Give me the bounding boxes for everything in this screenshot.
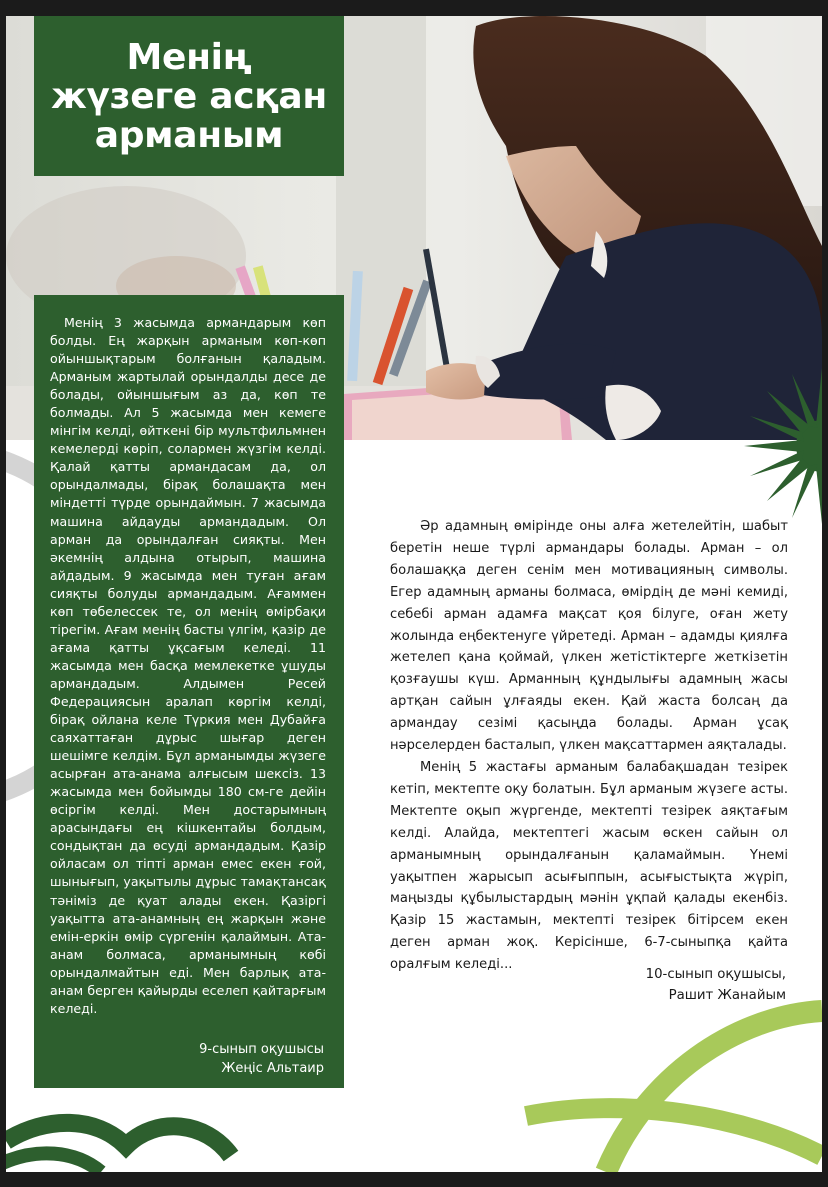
title-line-2: жүзеге асқан — [50, 75, 327, 117]
left-article-text: Менің 3 жасымда армандарым көп болды. Ең жарқын арманым көп-көп ойыншықтарым болғанын қаладым. Арманым жартылай орындалды десе де болады, ойыншығым аз да, көп те болмады. Ал 5 жасымда мен кемеге мінгім келді, өйткені бір мультфильмнен кемелерді көріп, солармен жүзгім келді. Қалай қатты армандасам да, ол орындалмады, бірақ болашақта мен міндетті түрде орындаймын. 7 жасымда машина айдауды армандадым. Ол арман да орындалған сияқты. Мен әкемнің алдына отырып, машина айдадым. 9 жасымда мен туған ағам сияқты болуды армандадым. Ағаммен көп төбелессек те, ол менің өмірбақи тірегім. Ағам менің басты үлгім, қазір де ағама қатты ұқсағым келеді. 11 жасымда мен басқа мемлекетке ұшуды армандадым. Алдымен Ресей Федерациясын аралап көргім келді, бірақ ойлана келе Түркия мен Дубайға саяхаттаған дұрыс шығар деген шешімге келдім. Бұл арманымды жүзеге асырған ата-анама алғысым шексіз. 13 жасымда мен бойымды 180 см-ге дейін өсіргім келді. Мен достарымның арасындағы ең кішкентайы болдым, сондықтан да өсуді армандадым. Қазір ойласам ол тіпті арман емес екен ғой, шынығып, уақытылы дұрыс тамақтансақ тәніміз де қуат алады екен. Қазіргі уақытта ата-анамның ең жарқын және емін-еркін өмір сүргенін қалаймын. Ата-анам болмаса, арманымның көбі орындалмайтын еді. Мен барлық ата-анам берген қайырды еселеп қайтарғым келеді. — [50, 315, 326, 1016]
left-article — [34, 295, 344, 1088]
title-line-3: арманым — [94, 114, 284, 156]
dark-green-wave-decoration — [6, 1123, 231, 1156]
dark-green-wave-decoration-2 — [6, 1153, 101, 1172]
right-author-name: Рашит Жанайым — [668, 988, 786, 1003]
page-title — [51, 38, 327, 155]
right-article-signature — [566, 964, 786, 1006]
light-green-arc-decoration — [606, 1011, 822, 1172]
light-green-arc-decoration-2 — [526, 1108, 822, 1156]
right-author-class: 10-сынып оқушысы, — [645, 967, 786, 982]
left-article-signature — [50, 1040, 326, 1078]
left-author-class: 9-сынып оқушысы — [199, 1041, 324, 1057]
magazine-page — [6, 16, 822, 1172]
left-author-name: Жеңіс Альтаир — [221, 1060, 324, 1076]
right-article-paragraph-1: Әр адамның өмірінде оны алға жетелейтін, шабыт беретін неше түрлі армандары болады. Арман – ол болашаққа деген сенім мен мотивацияның символы. Егер адамның арманы болмаса, өмірдің де мәні кемиді, себебі арман адамға мақсат қоя білуге, оған жету жолында еңбектенуге үйретеді. Арман – адамды қиялға жетелеп қана қоймай, үлкен жетістіктерге жеткізетін қозғаушы күш. Арманның құндылығы адамның жасы артқан сайын ұлғаяды екен. Қай жаста болсаң да армандау сезімі қасыңда болады. Арман ұсақ нәрселерден басталып, үлкен мақсаттармен аяқталады. — [390, 519, 788, 754]
right-article — [390, 516, 788, 976]
title-line-1: Менің — [126, 36, 252, 78]
title-block — [34, 16, 344, 176]
right-article-paragraph-2: Менің 5 жастағы арманым балабақшадан тезірек кетіп, мектепте оқу болатын. Бұл арманым жүзеге асты. Мектепте оқып жүргенде, мектепті тезірек аяқтағым келді. Алайда, мектептегі жасым өскен сайын ол арманымның орындалғанын қаламаймын. Үнемі уақытпен жарысып асығыппын, асығыстықта жүріп, маңызды құбылыстардың мәнін ұқпай қалады екенбіз. Қазір 15 жастамын, мектепті тезірек бітірсем екен деген арман жоқ. Керісінше, 6-7-сыныпқа қайта оралғым келеді... — [390, 759, 788, 973]
